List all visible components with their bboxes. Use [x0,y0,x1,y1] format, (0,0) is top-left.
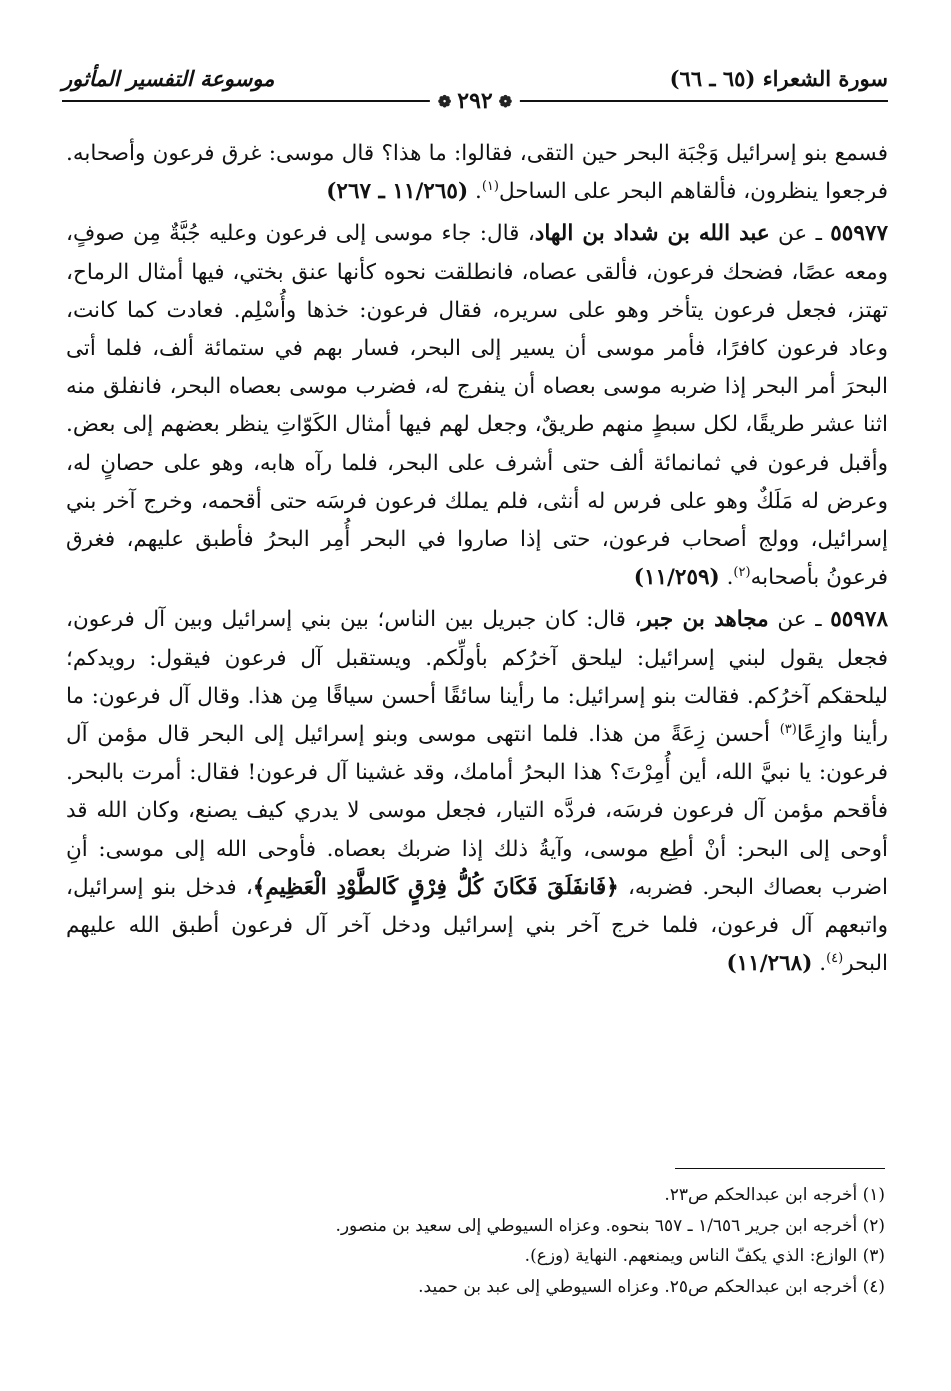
hadith-intro: ـ عن [778,221,822,247]
book-title: موسوعة التفسير المأثور [62,66,275,91]
footnotes [63,1180,885,1302]
footnote: (٢) أخرجه ابن جرير ١/٦٥٦ ـ ٦٥٧ بنحوه. وعزاه السيوطي إلى سعيد بن منصور. [335,1215,885,1236]
sentence-end: . [726,565,734,591]
volume-reference: (١١/٢٦٨) [726,951,813,977]
paragraph-text: فسمع بنو إسرائيل وَجْبَة البحر حين التقى، فقالوا: ما هذا؟ قال موسى: غرق فرعون وأصحابه. فرجعوا ينظرون، فألقاهم البحر على الساحل [66,141,888,205]
surah-heading: سورة الشعراء (٦٥ ـ ٦٦) [669,66,888,91]
hadith-text: ، فدخل بنو إسرائيل، واتبعهم آل فرعون، فلما خرج آخر بني إسرائيل ودخل آخر آل فرعون أطبق الله عليهم البحر [66,874,888,977]
page-number: ٢٩٢ [457,88,493,114]
volume-reference: (١١/٢٦٥ ـ ٢٦٧) [326,179,469,205]
sentence-end: . [819,951,827,977]
hadith-number: ٥٥٩٧٧ [830,221,888,247]
narrator-name: عبد الله بن شداد بن الهاد [534,221,770,247]
hadith-text: ، قال: كان جبريل بين الناس؛ بين بني إسرائيل وبين آل فرعون، فجعل يقول لبني إسرائيل: ليلحق آخرُكم بأولِّكم. ويستقبل آل فرعون فيقول: رويدكم؛ ليلحقكم آخرُكم. فقالت بنو إسرائيل: ما رأينا سائقًا أحسن سياقًا مِن هذا. وقال آل فرعون: ما رأينا وازِعًا [66,607,888,748]
page-body [66,135,888,983]
hadith-entry [66,601,888,983]
quran-verse: ﴿فَانفَلَقَ فَكَانَ كُلُّ فِرْقٍ كَالطَّوْدِ الْعَظِيمِ﴾ [252,874,619,900]
paragraph-continuation [66,135,888,211]
footnote-marker: (١) [481,179,499,195]
page-header [62,62,888,114]
page-number-block [430,88,520,114]
footnote: (٣) الوازع: الذي يكفّ الناس ويمنعهم. النهاية (وزع). [524,1246,885,1266]
ornament-icon: ❁ [437,91,452,111]
footnote-marker: (٣) [779,721,797,737]
footnote: (١) أخرجه ابن عبدالحكم ص٢٣. [664,1185,885,1205]
footnote-separator [675,1168,885,1169]
hadith-text: ، قال: جاء موسى إلى فرعون وعليه جُبَّةٌ مِن صوفٍ، ومعه عصًا، فضحك فرعون، فألقى عصاه، فانطلقت نحوه كأنها عنق بختي، فيها أمثال الرماح، تهتز، فجعل فرعون يتأخر وهو على سريره، فقال فرعون: خذها وأُسْلِم. فعادت كما كانت، وعاد فرعون كافرًا، فأمر موسى أن يسير إلى البحر، فسار بهم في ستمائة ألف، فلما أتى البحرَ أمر البحر إذا ضربه موسى بعصاه أن ينفرج له، فضرب موسى بعصاه البحر، فانفلق منه اثنا عشر طريقًا، لكل سبطٍ منهم طريقٌ، وجعل لهم فيها أمثال الكَوّاتِ ينظر بعضهم إلى بعض. وأقبل فرعون في ثمانمائة ألف حتى أشرف على البحر، فلما رآه هابه، وهو على حصانٍ له، وعرض له مَلَكٌ وهو على فرس له أنثى، فلم يملك فرعون فرسَه حتى أقحمه، وخرج آخر بني إسرائيل، وولج أصحاب فرعون، حتى إذا صاروا في البحر أُمِر البحرُ فأطبق عليهم، فغرق فرعونُ بأصحابه [66,221,888,591]
hadith-number: ٥٥٩٧٨ [830,607,888,633]
hadith-intro: ـ عن [777,607,822,633]
ornament-icon: ❁ [498,91,513,111]
volume-reference: (١١/٢٥٩) [633,565,720,591]
hadith-text: أحسن زِعَةً من هذا. فلما انتهى موسى وبنو إسرائيل إلى البحر قال مؤمن آل فرعون: يا نبيَّ الله، أين أُمِرْتَ؟ هذا البحرُ أمامك، وقد غشينا آل فرعون! فقال: أمرت بالبحر. فأقحم مؤمن آل فرعون فرسَه، فردَّه التيار، فجعل موسى لا يدري كيف يصنع، وكان الله قد أوحى إلى البحر: أنْ أطِع موسى، وآيةُ ذلك إذا ضربك بعصاه. فأوحى الله إلى موسى: أنِ اضرب بعصاك البحر. فضربه، [66,722,888,900]
footnote: (٤) أخرجه ابن عبدالحكم ص٢٥. وعزاه السيوطي إلى عبد بن حميد. [418,1276,885,1297]
narrator-name: مجاهد بن جبر [641,607,769,633]
hadith-entry [66,215,888,597]
sentence-end: . [474,179,482,205]
footnote-marker: (٢) [733,565,751,581]
footnote-marker: (٤) [826,951,844,967]
